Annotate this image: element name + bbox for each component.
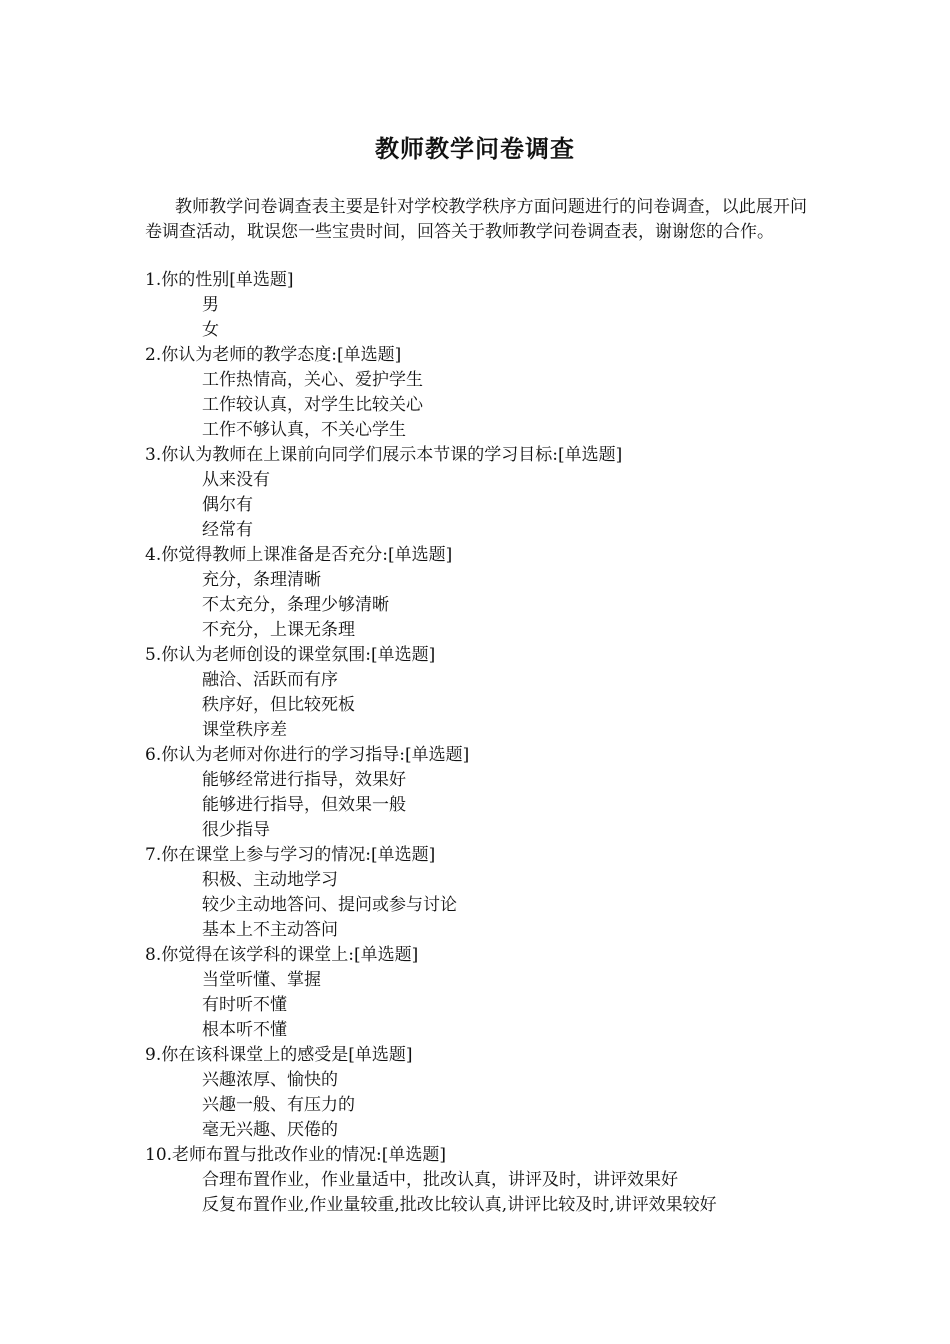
question-item xyxy=(145,268,825,343)
answer-option: 能够经常进行指导，效果好 xyxy=(202,770,406,790)
answer-option: 当堂听懂、掌握 xyxy=(202,970,321,990)
answer-option: 偶尔有 xyxy=(202,495,253,515)
question-text: 8.你觉得在该学科的课堂上:[单选题] xyxy=(145,945,419,965)
answer-option: 女 xyxy=(202,320,219,340)
question-text: 5.你认为老师创设的课堂氛围:[单选题] xyxy=(145,645,436,665)
answer-option: 不太充分，条理少够清晰 xyxy=(202,595,389,615)
answer-option: 充分，条理清晰 xyxy=(202,570,321,590)
intro-paragraph: 教师教学问卷调查表主要是针对学校教学秩序方面问题进行的问卷调查，以此展开问卷调查活动，耽误您一些宝贵时间，回答关于教师教学问卷调查表，谢谢您的合作。 xyxy=(145,197,807,242)
answer-option: 毫无兴趣、厌倦的 xyxy=(202,1120,338,1140)
question-text: 7.你在课堂上参与学习的情况:[单选题] xyxy=(145,845,436,865)
answer-option: 经常有 xyxy=(202,520,253,540)
option-list xyxy=(145,868,825,943)
question-text: 2.你认为老师的教学态度:[单选题] xyxy=(145,345,402,365)
option-list xyxy=(145,468,825,543)
answer-option: 工作热情高，关心、爱护学生 xyxy=(202,370,423,390)
answer-option: 积极、主动地学习 xyxy=(202,870,338,890)
question-item xyxy=(145,843,825,943)
question-item xyxy=(145,643,825,743)
question-item xyxy=(145,543,825,643)
question-text: 1.你的性别[单选题] xyxy=(145,270,294,290)
option-list xyxy=(145,293,825,343)
option-list xyxy=(145,768,825,843)
question-item xyxy=(145,343,825,443)
question-text: 6.你认为老师对你进行的学习指导:[单选题] xyxy=(145,745,470,765)
answer-option: 合理布置作业，作业量适中，批改认真，讲评及时，讲评效果好 xyxy=(202,1170,678,1190)
question-text: 10.老师布置与批改作业的情况:[单选题] xyxy=(145,1145,447,1165)
question-text: 9.你在该科课堂上的感受是[单选题] xyxy=(145,1045,413,1065)
answer-option: 男 xyxy=(202,295,219,315)
question-item xyxy=(145,1043,825,1143)
answer-option: 能够进行指导，但效果一般 xyxy=(202,795,406,815)
answer-option: 根本听不懂 xyxy=(202,1020,287,1040)
answer-option: 从来没有 xyxy=(202,470,270,490)
answer-option: 不充分，上课无条理 xyxy=(202,620,355,640)
answer-option: 基本上不主动答问 xyxy=(202,920,338,940)
answer-option: 工作较认真，对学生比较关心 xyxy=(202,395,423,415)
answer-option: 兴趣浓厚、愉快的 xyxy=(202,1070,338,1090)
option-list xyxy=(145,1068,825,1143)
answer-option: 工作不够认真，不关心学生 xyxy=(202,420,406,440)
answer-option: 秩序好，但比较死板 xyxy=(202,695,355,715)
option-list xyxy=(145,368,825,443)
question-text: 4.你觉得教师上课准备是否充分:[单选题] xyxy=(145,545,453,565)
option-list xyxy=(145,968,825,1043)
answer-option: 很少指导 xyxy=(202,820,270,840)
answer-option: 反复布置作业,作业量较重,批改比较认真,讲评比较及时,讲评效果较好 xyxy=(202,1195,717,1215)
option-list xyxy=(145,1168,825,1218)
answer-option: 兴趣一般、有压力的 xyxy=(202,1095,355,1115)
question-item xyxy=(145,743,825,843)
answer-option: 较少主动地答问、提问或参与讨论 xyxy=(202,895,457,915)
answer-option: 有时听不懂 xyxy=(202,995,287,1015)
question-item xyxy=(145,443,825,543)
question-item xyxy=(145,943,825,1043)
question-list xyxy=(145,268,825,1218)
answer-option: 融洽、活跃而有序 xyxy=(202,670,338,690)
question-text: 3.你认为教师在上课前向同学们展示本节课的学习目标:[单选题] xyxy=(145,445,623,465)
option-list xyxy=(145,568,825,643)
answer-option: 课堂秩序差 xyxy=(202,720,287,740)
question-item xyxy=(145,1143,825,1218)
option-list xyxy=(145,668,825,743)
document-title: 教师教学问卷调查 xyxy=(375,135,575,163)
